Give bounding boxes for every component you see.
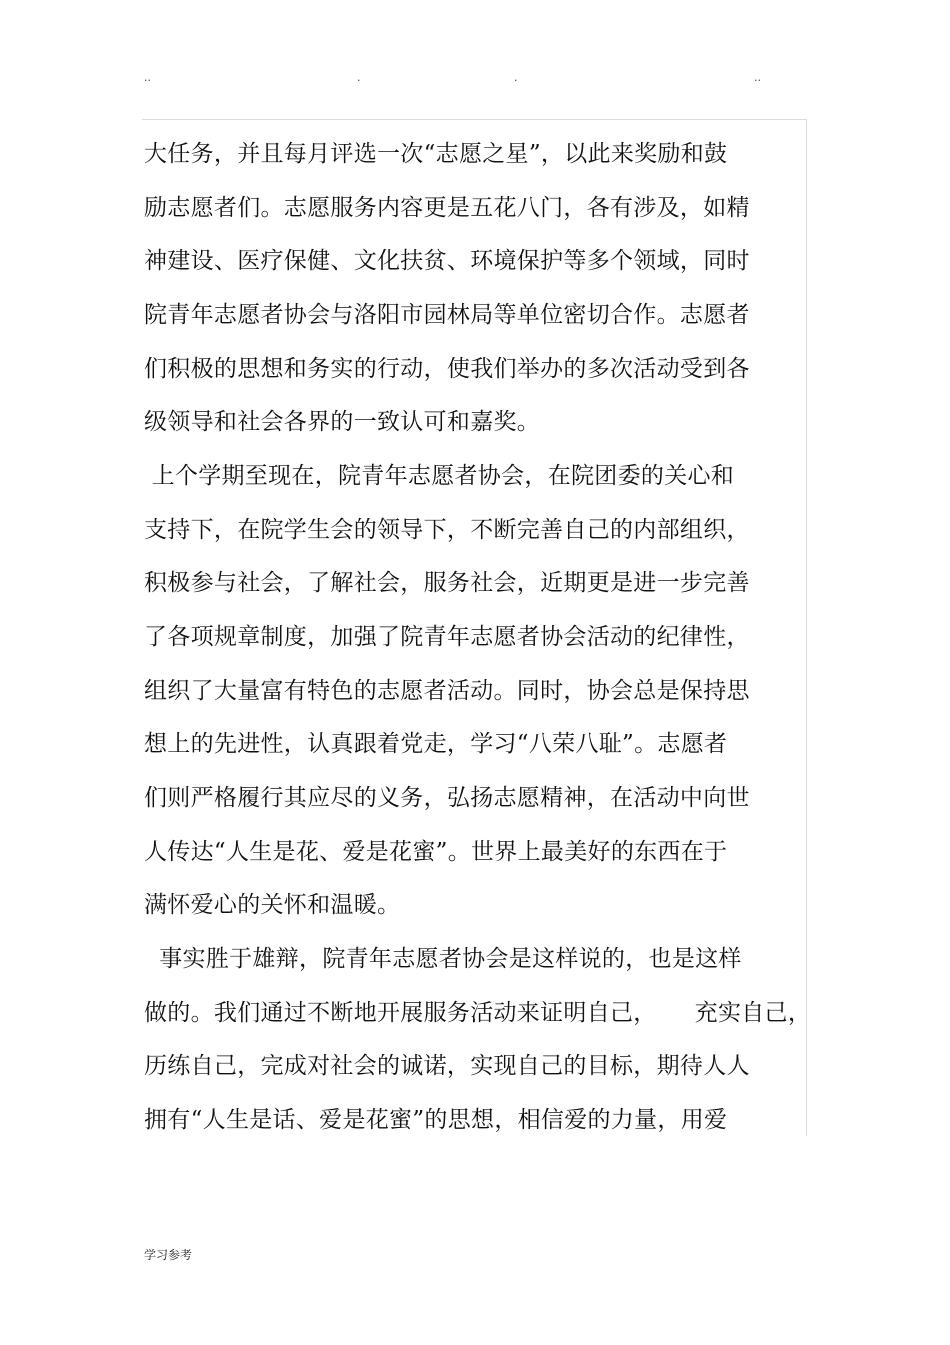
text-line: 支持下，在院学生会的领导下，不断完善自己的内部组织， [144, 517, 750, 543]
text-line: 大任务，并且每月评选一次“志愿之星”，以此来奖励和鼓 [144, 141, 728, 167]
text-line: 人传达“人生是花、爱是花蜜”。世界上最美好的东西在于 [144, 839, 728, 865]
text-line: 们积极的思想和务实的行动，使我们举办的多次活动受到各 [144, 356, 750, 382]
text-line: 励志愿者们。志愿服务内容更是五花八门，各有涉及，如精 [144, 195, 750, 221]
header-mark-2: . [357, 71, 361, 84]
header-mark-1: .. [144, 71, 151, 84]
text-line: 组织了大量富有特色的志愿者活动。同时，协会总是保持思 [144, 678, 750, 704]
header-mark-4: .. [754, 71, 761, 84]
text-line: 上个学期至现在，院青年志愿者协会，在院团委的关心和 [144, 463, 735, 489]
header-mark-3: . [514, 71, 518, 84]
text-line: 事实胜于雄辩，院青年志愿者协会是这样说的，也是这样 [144, 946, 742, 972]
text-line: 了各项规章制度，加强了院青年志愿者协会活动的纪律性， [144, 624, 750, 650]
text-line: 神建设、医疗保健、文化扶贫、环境保护等多个领域，同时 [144, 248, 750, 274]
text-line: 满怀爱心的关怀和温暖。 [144, 892, 401, 918]
text-line: 拥有“人生是话、爱是花蜜”的思想，相信爱的力量，用爱 [144, 1107, 728, 1133]
text-line: 历练自己，完成对社会的诚诺，实现自己的目标，期待人人 [144, 1053, 750, 1079]
text-line: 做的。我们通过不断地开展服务活动来证明自己， 充实自己， [144, 1000, 812, 1026]
text-line: 积极参与社会，了解社会，服务社会，近期更是进一步完善 [144, 570, 750, 596]
text-line: 想上的先进性，认真跟着党走，学习“八荣八耻”。志愿者 [144, 731, 728, 757]
page-footer: 学习参考 [144, 1248, 193, 1262]
text-line: 级领导和社会各界的一致认可和嘉奖。 [144, 409, 541, 435]
text-line: 院青年志愿者协会与洛阳市园林局等单位密切合作。志愿者 [144, 302, 750, 328]
text-line: 们则严格履行其应尽的义务，弘扬志愿精神，在活动中向世 [144, 785, 750, 811]
